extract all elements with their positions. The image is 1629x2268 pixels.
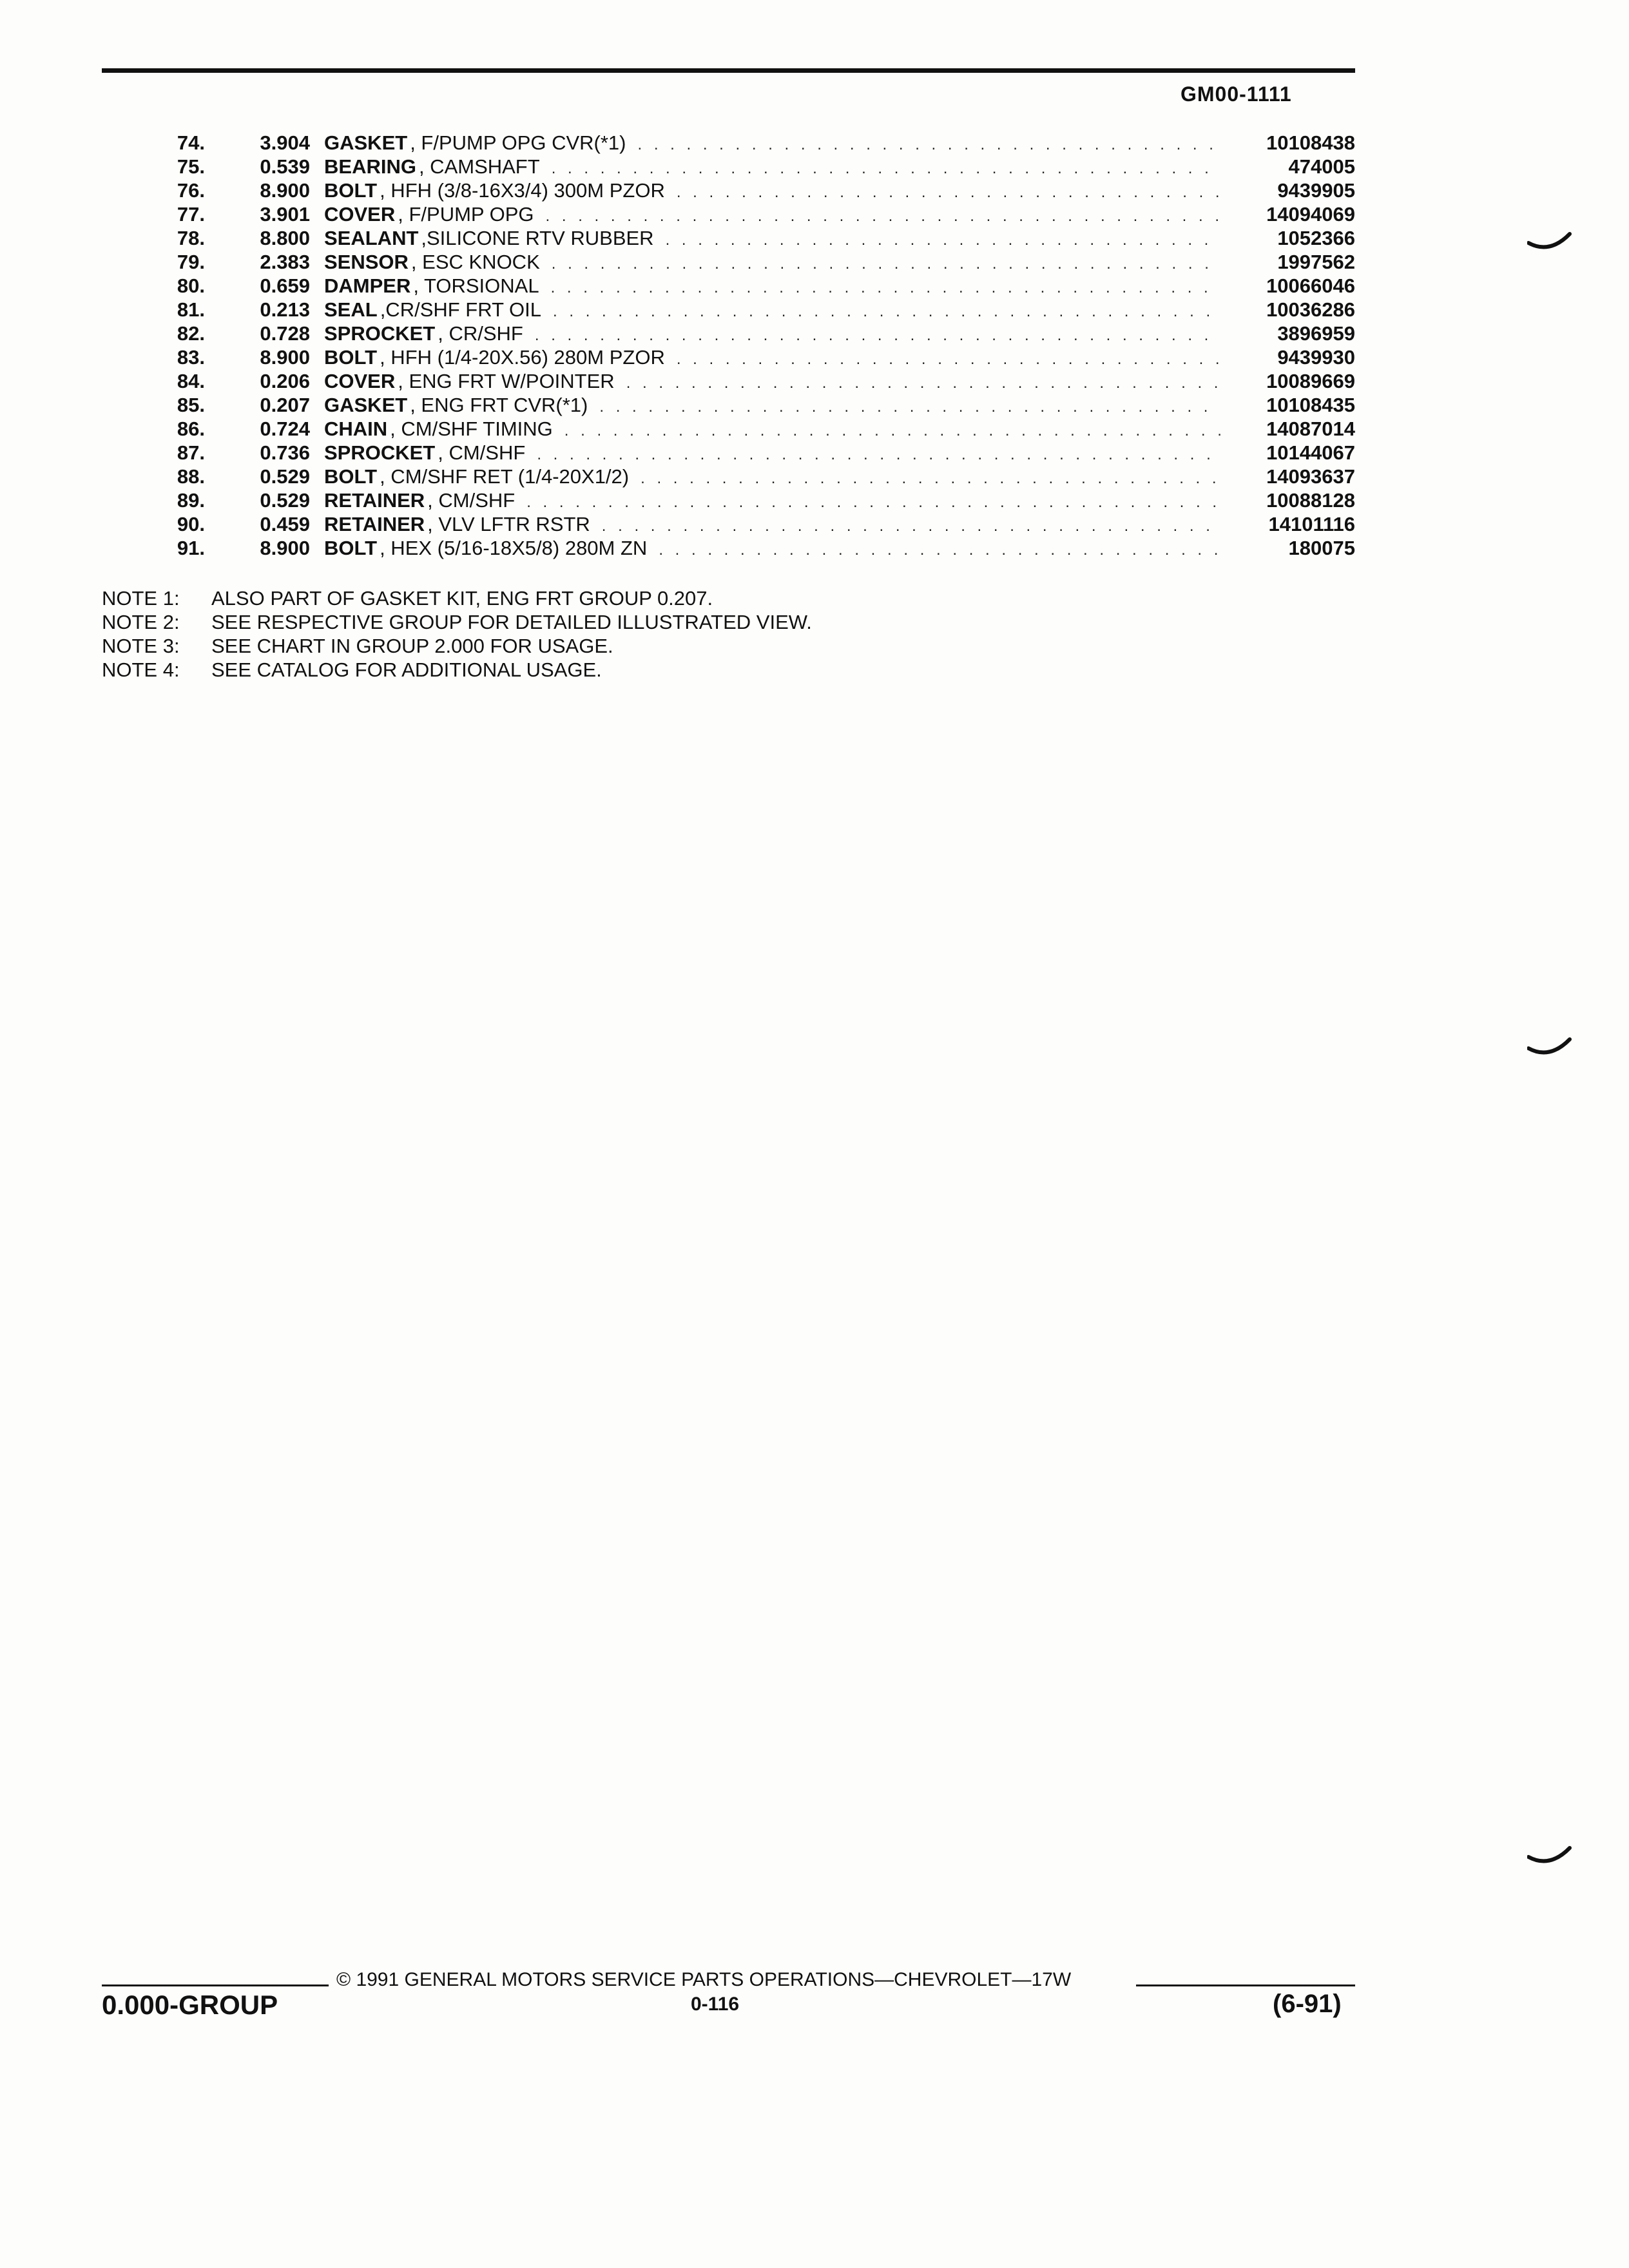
part-description: , CM/SHF <box>438 441 526 464</box>
part-group: 3.904 <box>260 131 310 154</box>
part-name: SEAL <box>324 298 378 321</box>
part-description: , VLV LFTR RSTR <box>427 513 590 535</box>
part-row <box>148 274 1355 298</box>
part-row <box>148 250 1355 274</box>
part-number: 9439930 <box>1277 346 1355 369</box>
part-description: , ENG FRT W/POINTER <box>398 370 615 392</box>
part-number: 10088128 <box>1266 489 1355 512</box>
part-group: 0.529 <box>260 489 310 512</box>
part-description: , CR/SHF <box>438 322 523 345</box>
dot-leader <box>602 514 1221 538</box>
dot-leader <box>626 371 1221 395</box>
part-number: 474005 <box>1288 155 1355 178</box>
dot-leader <box>659 538 1221 562</box>
part-description: ,CR/SHF FRT OIL <box>380 298 542 321</box>
part-group: 8.900 <box>260 179 310 202</box>
page-number: 0-116 <box>691 1994 740 2015</box>
part-row <box>148 155 1355 178</box>
part-group: 8.900 <box>260 346 310 369</box>
part-index: 82. <box>177 322 205 345</box>
part-group: 3.901 <box>260 203 310 226</box>
part-name: COVER <box>324 370 396 392</box>
part-group: 0.659 <box>260 274 310 297</box>
part-number: 14087014 <box>1266 418 1355 440</box>
part-number: 9439905 <box>1277 179 1355 202</box>
part-description: , ESC KNOCK <box>410 251 540 273</box>
part-row <box>148 226 1355 250</box>
note-label: NOTE 2: <box>102 611 180 633</box>
part-name: GASKET <box>324 394 408 416</box>
part-row <box>148 512 1355 536</box>
part-row <box>148 441 1355 465</box>
part-number: 10108438 <box>1266 131 1355 154</box>
part-name: SPROCKET <box>324 322 436 345</box>
part-number: 10036286 <box>1266 298 1355 321</box>
part-number: 180075 <box>1288 537 1355 559</box>
part-row <box>148 131 1355 155</box>
note-text: ALSO PART OF GASKET KIT, ENG FRT GROUP 0.207. <box>211 587 713 610</box>
footer-rule-right <box>1136 1984 1355 1986</box>
part-group: 8.900 <box>260 537 310 559</box>
note-text: SEE CATALOG FOR ADDITIONAL USAGE. <box>211 658 602 681</box>
dot-leader <box>641 466 1221 490</box>
part-number: 14094069 <box>1266 203 1355 226</box>
dot-leader <box>537 443 1221 466</box>
note-label: NOTE 4: <box>102 658 180 681</box>
dot-leader <box>638 133 1222 157</box>
part-group: 0.459 <box>260 513 310 535</box>
dot-leader <box>599 395 1221 419</box>
part-number: 10089669 <box>1266 370 1355 392</box>
part-group: 0.736 <box>260 441 310 464</box>
part-number: 14101116 <box>1268 513 1355 535</box>
part-index: 90. <box>177 513 205 535</box>
dot-leader <box>551 276 1221 300</box>
part-description: , HFH (1/4-20X.56) 280M PZOR <box>380 346 665 369</box>
part-row <box>148 178 1355 202</box>
part-group: 0.539 <box>260 155 310 178</box>
part-description: , HFH (3/8-16X3/4) 300M PZOR <box>380 179 665 202</box>
part-description: , F/PUMP OPG CVR(*1) <box>410 131 626 154</box>
binder-tick-mark-icon <box>1527 229 1572 255</box>
dot-leader <box>553 300 1221 323</box>
part-name: BOLT <box>324 465 378 488</box>
dot-leader <box>552 252 1221 276</box>
part-row <box>148 369 1355 393</box>
part-index: 75. <box>177 155 205 178</box>
footer-rule-left <box>102 1984 329 1986</box>
note-text: SEE CHART IN GROUP 2.000 FOR USAGE. <box>211 635 613 657</box>
part-group: 8.800 <box>260 227 310 249</box>
part-name: SENSOR <box>324 251 409 273</box>
part-number: 10108435 <box>1266 394 1355 416</box>
part-row <box>148 488 1355 512</box>
note-label: NOTE 1: <box>102 587 180 610</box>
part-description: , TORSIONAL <box>413 274 539 297</box>
part-number: 10144067 <box>1266 441 1355 464</box>
part-group: 2.383 <box>260 251 310 273</box>
copyright-line: © 1991 GENERAL MOTORS SERVICE PARTS OPERATIONS—CHEVROLET—17W <box>336 1969 1072 1990</box>
parts-list <box>148 131 1355 560</box>
part-name: COVER <box>324 203 396 226</box>
part-index: 91. <box>177 537 205 559</box>
part-index: 89. <box>177 489 205 512</box>
part-number: 1052366 <box>1277 227 1355 249</box>
note-label: NOTE 3: <box>102 635 180 657</box>
binder-tick-mark-icon <box>1527 1034 1572 1060</box>
dot-leader <box>677 180 1221 204</box>
part-index: 79. <box>177 251 205 273</box>
part-name: BOLT <box>324 179 378 202</box>
part-row <box>148 202 1355 226</box>
note-text: SEE RESPECTIVE GROUP FOR DETAILED ILLUSTRATED VIEW. <box>211 611 812 633</box>
part-index: 87. <box>177 441 205 464</box>
part-name: DAMPER <box>324 274 411 297</box>
part-row <box>148 322 1355 345</box>
part-group: 0.529 <box>260 465 310 488</box>
part-group: 0.728 <box>260 322 310 345</box>
part-row <box>148 393 1355 417</box>
part-number: 10066046 <box>1266 274 1355 297</box>
part-number: 1997562 <box>1277 251 1355 273</box>
part-name: CHAIN <box>324 418 388 440</box>
part-name: BOLT <box>324 537 378 559</box>
part-name: GASKET <box>324 131 408 154</box>
part-index: 78. <box>177 227 205 249</box>
part-row <box>148 417 1355 441</box>
part-group: 0.207 <box>260 394 310 416</box>
group-label: 0.000-GROUP <box>102 1990 278 2020</box>
note-line <box>102 586 812 610</box>
part-name: RETAINER <box>324 489 425 512</box>
part-description: , CM/SHF TIMING <box>390 418 553 440</box>
dot-leader <box>546 204 1221 228</box>
dot-leader <box>666 228 1221 252</box>
part-index: 83. <box>177 346 205 369</box>
dot-leader <box>526 490 1221 514</box>
part-description: , HEX (5/16-18X5/8) 280M ZN <box>380 537 648 559</box>
part-group: 0.724 <box>260 418 310 440</box>
dot-leader <box>677 347 1221 371</box>
part-index: 88. <box>177 465 205 488</box>
part-index: 77. <box>177 203 205 226</box>
part-row <box>148 298 1355 322</box>
part-description: , CM/SHF RET (1/4-20X1/2) <box>380 465 630 488</box>
part-name: BOLT <box>324 346 378 369</box>
part-index: 84. <box>177 370 205 392</box>
part-group: 0.213 <box>260 298 310 321</box>
top-rule <box>102 68 1355 73</box>
part-index: 81. <box>177 298 205 321</box>
part-description: , CM/SHF <box>427 489 516 512</box>
note-line <box>102 634 812 658</box>
part-index: 76. <box>177 179 205 202</box>
part-row <box>148 536 1355 560</box>
part-index: 74. <box>177 131 205 154</box>
part-name: SEALANT <box>324 227 419 249</box>
part-description: ,SILICONE RTV RUBBER <box>421 227 654 249</box>
part-group: 0.206 <box>260 370 310 392</box>
part-number: 14093637 <box>1266 465 1355 488</box>
revision-date: (6-91) <box>1273 1990 1342 2018</box>
part-row <box>148 465 1355 488</box>
note-line <box>102 610 812 634</box>
notes-section <box>102 586 812 682</box>
part-index: 85. <box>177 394 205 416</box>
part-name: RETAINER <box>324 513 425 535</box>
part-name: BEARING <box>324 155 416 178</box>
dot-leader <box>552 157 1221 180</box>
part-name: SPROCKET <box>324 441 436 464</box>
part-description: , ENG FRT CVR(*1) <box>410 394 588 416</box>
part-index: 86. <box>177 418 205 440</box>
part-description: , F/PUMP OPG <box>398 203 534 226</box>
part-number: 3896959 <box>1277 322 1355 345</box>
part-row <box>148 345 1355 369</box>
note-line <box>102 658 812 682</box>
binder-tick-mark-icon <box>1527 1843 1572 1869</box>
dot-leader <box>535 323 1221 347</box>
part-description: , CAMSHAFT <box>418 155 540 178</box>
dot-leader <box>564 419 1221 443</box>
part-index: 80. <box>177 274 205 297</box>
document-code: GM00-1111 <box>1181 82 1292 106</box>
